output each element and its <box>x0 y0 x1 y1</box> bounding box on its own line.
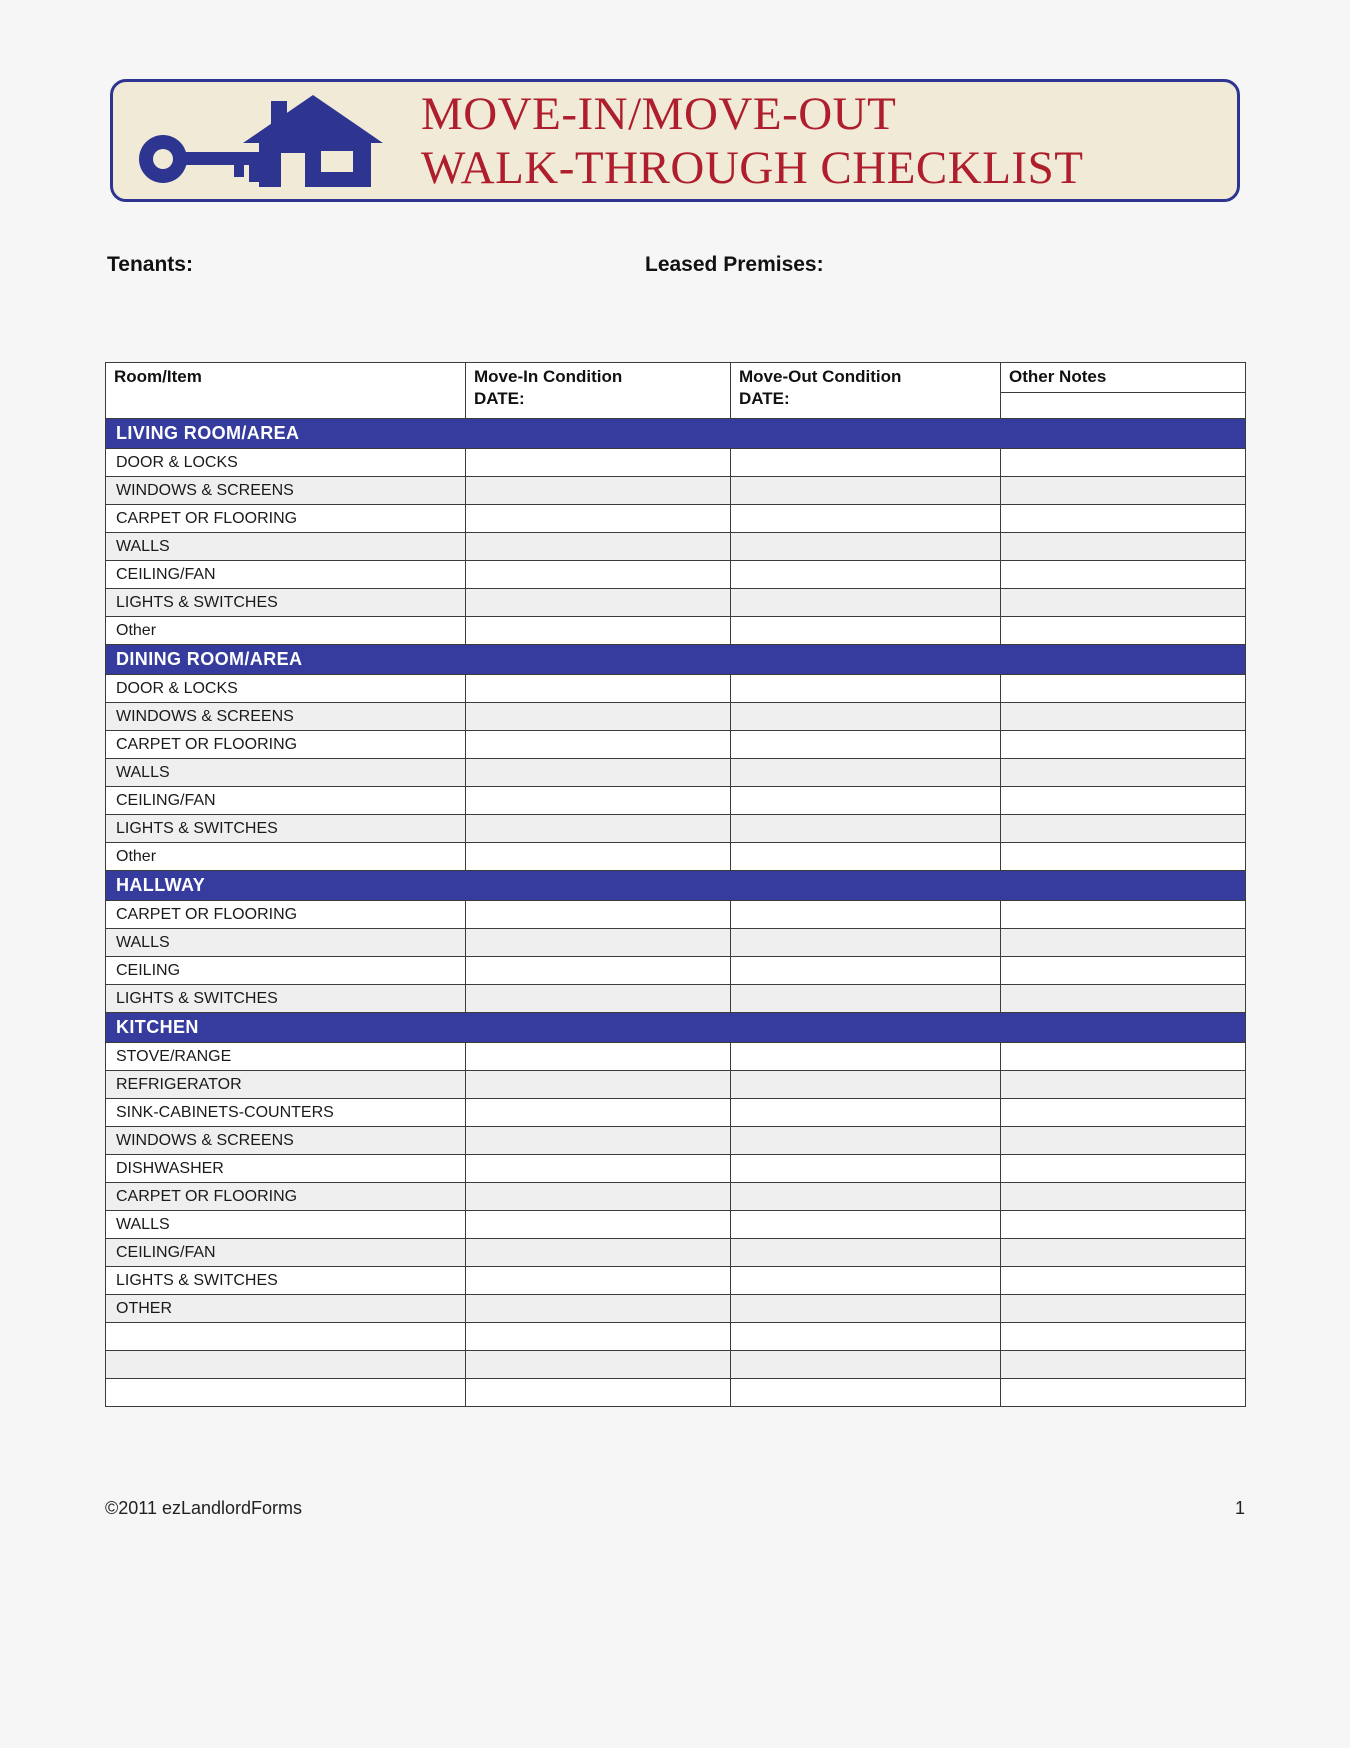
move-in-condition-cell[interactable] <box>466 1183 731 1211</box>
table-row <box>106 843 1246 871</box>
table-row <box>106 1099 1246 1127</box>
move-in-condition-cell[interactable] <box>466 985 731 1013</box>
move-out-condition-cell[interactable] <box>731 1127 1001 1155</box>
other-notes-cell[interactable] <box>1001 731 1246 759</box>
move-in-condition-cell[interactable] <box>466 1155 731 1183</box>
item-label-lights-switches: LIGHTS & SWITCHES <box>106 1267 466 1295</box>
item-label-carpet-or-flooring: CARPET OR FLOORING <box>106 731 466 759</box>
section-header-dining-room-area: DINING ROOM/AREA <box>106 645 1246 675</box>
other-notes-cell[interactable] <box>1001 843 1246 871</box>
item-label-other: OTHER <box>106 1295 466 1323</box>
move-out-condition-cell[interactable] <box>731 449 1001 477</box>
col-header-move-in <box>466 363 731 419</box>
empty-row <box>106 1351 1246 1379</box>
other-notes-cell[interactable] <box>1001 929 1246 957</box>
item-label-other: Other <box>106 617 466 645</box>
table-row <box>106 1239 1246 1267</box>
table-row <box>106 815 1246 843</box>
table-row <box>106 533 1246 561</box>
other-notes-cell[interactable] <box>1001 505 1246 533</box>
item-label-lights-switches: LIGHTS & SWITCHES <box>106 815 466 843</box>
move-out-condition-cell[interactable] <box>731 787 1001 815</box>
other-notes-cell[interactable] <box>1001 561 1246 589</box>
item-label-ceiling-fan: CEILING/FAN <box>106 561 466 589</box>
section-header-living-room-area: LIVING ROOM/AREA <box>106 419 1246 449</box>
other-notes-cell[interactable] <box>1001 1071 1246 1099</box>
table-row <box>106 901 1246 929</box>
move-in-condition-cell[interactable] <box>466 1239 731 1267</box>
other-notes-cell[interactable] <box>1001 1043 1246 1071</box>
move-out-condition-cell[interactable] <box>731 1351 1001 1379</box>
item-label-sink-cabinets-counters: SINK-CABINETS-COUNTERS <box>106 1099 466 1127</box>
item-label-ceiling-fan: CEILING/FAN <box>106 1239 466 1267</box>
item-label-walls: WALLS <box>106 929 466 957</box>
item-label-carpet-or-flooring: CARPET OR FLOORING <box>106 1183 466 1211</box>
item-label-windows-screens: WINDOWS & SCREENS <box>106 1127 466 1155</box>
section-row-living-room-area <box>106 419 1246 449</box>
other-notes-cell[interactable] <box>1001 533 1246 561</box>
table-row <box>106 617 1246 645</box>
other-notes-cell[interactable] <box>1001 1295 1246 1323</box>
house-key-logo-icon <box>135 89 387 193</box>
table-row <box>106 561 1246 589</box>
move-in-condition-cell[interactable] <box>466 505 731 533</box>
other-notes-cell[interactable] <box>1001 1155 1246 1183</box>
item-label-door-locks: DOOR & LOCKS <box>106 675 466 703</box>
empty-room-item-cell[interactable] <box>106 1323 466 1351</box>
item-label-carpet-or-flooring: CARPET OR FLOORING <box>106 901 466 929</box>
move-out-condition-cell[interactable] <box>731 1379 1001 1407</box>
move-out-condition-cell[interactable] <box>731 1071 1001 1099</box>
item-label-walls: WALLS <box>106 759 466 787</box>
other-notes-cell[interactable] <box>1001 1267 1246 1295</box>
other-notes-cell[interactable] <box>1001 589 1246 617</box>
table-row <box>106 1295 1246 1323</box>
move-in-condition-cell[interactable] <box>466 1127 731 1155</box>
move-out-condition-cell[interactable] <box>731 1323 1001 1351</box>
move-in-condition-cell[interactable] <box>466 533 731 561</box>
move-in-condition-cell[interactable] <box>466 449 731 477</box>
move-out-condition-cell[interactable] <box>731 617 1001 645</box>
other-notes-cell[interactable] <box>1001 617 1246 645</box>
empty-room-item-cell[interactable] <box>106 1379 466 1407</box>
col-header-move-out-date-label: DATE: <box>739 389 790 408</box>
move-out-condition-cell[interactable] <box>731 1211 1001 1239</box>
empty-row <box>106 1379 1246 1407</box>
move-out-condition-cell[interactable] <box>731 815 1001 843</box>
other-notes-cell[interactable] <box>1001 957 1246 985</box>
table-row <box>106 759 1246 787</box>
other-notes-cell[interactable] <box>1001 787 1246 815</box>
table-row <box>106 731 1246 759</box>
col-header-move-out-label: Move-Out Condition <box>739 367 902 386</box>
move-in-condition-cell[interactable] <box>466 617 731 645</box>
move-out-condition-cell[interactable] <box>731 561 1001 589</box>
table-row <box>106 449 1246 477</box>
table-row <box>106 1043 1246 1071</box>
move-in-condition-cell[interactable] <box>466 815 731 843</box>
move-in-condition-cell[interactable] <box>466 901 731 929</box>
other-notes-cell[interactable] <box>1001 449 1246 477</box>
item-label-carpet-or-flooring: CARPET OR FLOORING <box>106 505 466 533</box>
move-out-condition-cell[interactable] <box>731 675 1001 703</box>
document-title <box>421 87 1083 195</box>
move-in-condition-cell[interactable] <box>466 1351 731 1379</box>
move-out-condition-cell[interactable] <box>731 1099 1001 1127</box>
move-out-condition-cell[interactable] <box>731 1295 1001 1323</box>
move-in-condition-cell[interactable] <box>466 843 731 871</box>
other-notes-cell[interactable] <box>1001 1239 1246 1267</box>
move-out-condition-cell[interactable] <box>731 703 1001 731</box>
move-out-condition-cell[interactable] <box>731 1267 1001 1295</box>
section-header-kitchen: KITCHEN <box>106 1013 1246 1043</box>
empty-room-item-cell[interactable] <box>106 1351 466 1379</box>
header-banner <box>110 79 1240 202</box>
item-label-door-locks: DOOR & LOCKS <box>106 449 466 477</box>
leased-premises-label: Leased Premises: <box>645 253 824 276</box>
other-notes-cell[interactable] <box>1001 703 1246 731</box>
move-in-condition-cell[interactable] <box>466 561 731 589</box>
move-in-condition-cell[interactable] <box>466 589 731 617</box>
table-row <box>106 1267 1246 1295</box>
item-label-windows-screens: WINDOWS & SCREENS <box>106 477 466 505</box>
move-in-condition-cell[interactable] <box>466 1043 731 1071</box>
item-label-other: Other <box>106 843 466 871</box>
other-notes-cell[interactable] <box>1001 675 1246 703</box>
move-in-condition-cell[interactable] <box>466 929 731 957</box>
table-row <box>106 1071 1246 1099</box>
table-row <box>106 703 1246 731</box>
tenants-label: Tenants: <box>107 253 193 276</box>
col-header-move-in-date-label: DATE: <box>474 389 525 408</box>
table-row <box>106 675 1246 703</box>
other-notes-cell[interactable] <box>1001 1379 1246 1407</box>
move-in-condition-cell[interactable] <box>466 759 731 787</box>
other-notes-cell[interactable] <box>1001 901 1246 929</box>
other-notes-cell[interactable] <box>1001 1183 1246 1211</box>
party-fields-row <box>0 253 1350 283</box>
move-out-condition-cell[interactable] <box>731 1239 1001 1267</box>
table-row <box>106 957 1246 985</box>
other-notes-cell[interactable] <box>1001 985 1246 1013</box>
move-out-condition-cell[interactable] <box>731 533 1001 561</box>
move-out-condition-cell[interactable] <box>731 901 1001 929</box>
move-out-condition-cell[interactable] <box>731 957 1001 985</box>
table-row <box>106 1183 1246 1211</box>
title-line-1: MOVE-IN/MOVE-OUT <box>421 87 897 140</box>
move-in-condition-cell[interactable] <box>466 787 731 815</box>
table-row <box>106 477 1246 505</box>
move-out-condition-cell[interactable] <box>731 505 1001 533</box>
other-notes-cell[interactable] <box>1001 1351 1246 1379</box>
other-notes-cell[interactable] <box>1001 759 1246 787</box>
title-line-2: WALK-THROUGH CHECKLIST <box>421 141 1084 194</box>
item-label-dishwasher: DISHWASHER <box>106 1155 466 1183</box>
item-label-lights-switches: LIGHTS & SWITCHES <box>106 589 466 617</box>
item-label-ceiling: CEILING <box>106 957 466 985</box>
other-notes-cell[interactable] <box>1001 815 1246 843</box>
move-out-condition-cell[interactable] <box>731 1183 1001 1211</box>
item-label-walls: WALLS <box>106 533 466 561</box>
move-out-condition-cell[interactable] <box>731 929 1001 957</box>
move-out-condition-cell[interactable] <box>731 759 1001 787</box>
move-out-condition-cell[interactable] <box>731 843 1001 871</box>
item-label-refrigerator: REFRIGERATOR <box>106 1071 466 1099</box>
move-in-condition-cell[interactable] <box>466 1099 731 1127</box>
move-in-condition-cell[interactable] <box>466 1211 731 1239</box>
checklist-table <box>105 362 1246 1407</box>
table-row <box>106 929 1246 957</box>
move-out-condition-cell[interactable] <box>731 477 1001 505</box>
table-row <box>106 1127 1246 1155</box>
col-header-room-item: Room/Item <box>106 363 466 419</box>
move-in-condition-cell[interactable] <box>466 1071 731 1099</box>
other-notes-cell[interactable] <box>1001 1127 1246 1155</box>
other-notes-sub-cell[interactable] <box>1001 393 1246 419</box>
move-out-condition-cell[interactable] <box>731 1155 1001 1183</box>
item-label-ceiling-fan: CEILING/FAN <box>106 787 466 815</box>
other-notes-cell[interactable] <box>1001 1099 1246 1127</box>
section-header-hallway: HALLWAY <box>106 871 1246 901</box>
section-row-dining-room-area <box>106 645 1246 675</box>
section-row-kitchen <box>106 1013 1246 1043</box>
other-notes-cell[interactable] <box>1001 1211 1246 1239</box>
page-footer <box>105 1498 1245 1519</box>
move-in-condition-cell[interactable] <box>466 1323 731 1351</box>
copyright-text: ©2011 ezLandlordForms <box>105 1498 303 1518</box>
section-row-hallway <box>106 871 1246 901</box>
move-out-condition-cell[interactable] <box>731 589 1001 617</box>
move-in-condition-cell[interactable] <box>466 477 731 505</box>
move-in-condition-cell[interactable] <box>466 731 731 759</box>
table-row <box>106 505 1246 533</box>
item-label-lights-switches: LIGHTS & SWITCHES <box>106 985 466 1013</box>
table-row <box>106 985 1246 1013</box>
move-out-condition-cell[interactable] <box>731 731 1001 759</box>
other-notes-cell[interactable] <box>1001 477 1246 505</box>
col-header-move-in-label: Move-In Condition <box>474 367 623 386</box>
item-label-windows-screens: WINDOWS & SCREENS <box>106 703 466 731</box>
move-in-condition-cell[interactable] <box>466 957 731 985</box>
other-notes-cell[interactable] <box>1001 1323 1246 1351</box>
move-out-condition-cell[interactable] <box>731 985 1001 1013</box>
item-label-stove-range: STOVE/RANGE <box>106 1043 466 1071</box>
table-row <box>106 1155 1246 1183</box>
table-row <box>106 1211 1246 1239</box>
move-in-condition-cell[interactable] <box>466 675 731 703</box>
table-row <box>106 787 1246 815</box>
move-in-condition-cell[interactable] <box>466 1295 731 1323</box>
item-label-walls: WALLS <box>106 1211 466 1239</box>
col-header-move-out <box>731 363 1001 419</box>
page-number: 1 <box>1234 1498 1245 1518</box>
move-in-condition-cell[interactable] <box>466 1379 731 1407</box>
move-in-condition-cell[interactable] <box>466 1267 731 1295</box>
table-row <box>106 589 1246 617</box>
col-header-other-notes: Other Notes <box>1001 363 1246 393</box>
empty-row <box>106 1323 1246 1351</box>
move-in-condition-cell[interactable] <box>466 703 731 731</box>
move-out-condition-cell[interactable] <box>731 1043 1001 1071</box>
